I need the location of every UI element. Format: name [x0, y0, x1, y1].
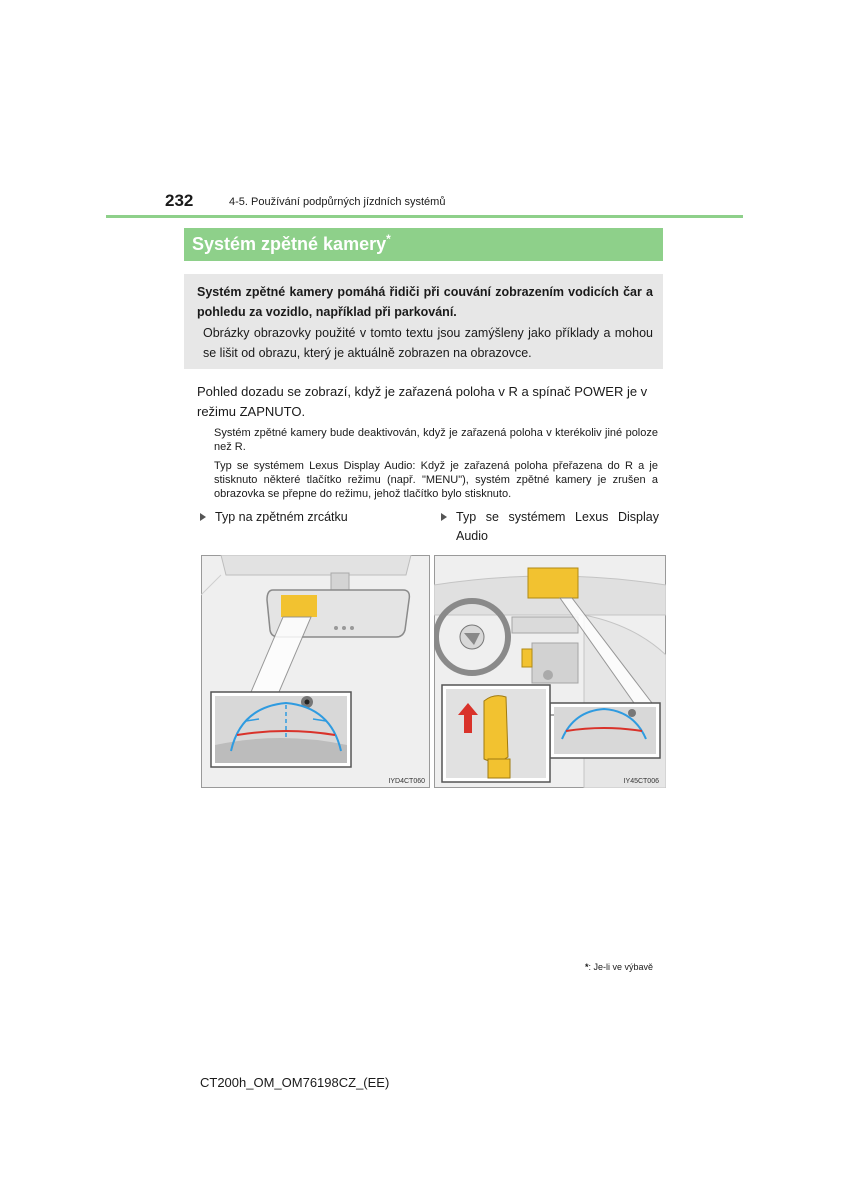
figure-code-right: IY45CT006 [623, 778, 659, 785]
bullet-mirror-label: Typ na zpětném zrcátku [215, 510, 348, 524]
triangle-bullet-icon [200, 513, 206, 521]
mirror-camera-illustration [201, 555, 430, 788]
equipment-asterisk: * [386, 232, 391, 246]
figure-mirror-camera [201, 555, 430, 788]
intro-note: Obrázky obrazovky použité v tomto textu jsou zamýšleny jako příklady a mohou se lišit od obrazu, který je aktuálně zobrazen na obrazovce. [203, 326, 653, 360]
header-rule [106, 215, 743, 218]
note-display-audio: Typ se systémem Lexus Display Audio: Když je zařazená poloha přeřazena do R a je stisknuto některé tlačítko režimu (např. "MENU"), systém zpětné kamery je zrušen a obrazovka se přepne do režimu, jehož tlačítko bylo stisknuto. [214, 460, 658, 500]
mirror-display-highlight [281, 595, 317, 617]
footer-manual-code: CT200h_OM_OM76198CZ_(EE) [200, 1075, 390, 1090]
dashboard-illustration [434, 555, 666, 788]
triangle-bullet-icon [441, 513, 447, 521]
bullet-display-audio-type [441, 508, 659, 546]
intro-box [184, 274, 663, 369]
section-title [192, 232, 391, 255]
bullet-display-audio-label: Typ se systémem Lexus Display Audio [456, 510, 659, 543]
intro-summary: Systém zpětné kamery pomáhá řidiči při couvání zobrazením vodicích čar a pohledu za vozidlo, například při parkování. [197, 285, 653, 319]
figure-code-left: IYD4CT060 [388, 778, 425, 785]
section-breadcrumb: 4-5. Používání podpůrných jízdních systémů [229, 196, 446, 208]
footnote-asterisk: * [585, 962, 589, 972]
page-number: 232 [165, 191, 194, 210]
note-deactivation: Systém zpětné kamery bude deaktivován, když je zařazená poloha v kterékoliv jiné poloze než R. [214, 427, 658, 453]
display-screen-highlight [528, 568, 578, 598]
footnote-text: : Je-li ve výbavě [588, 962, 654, 972]
bullet-mirror-type [200, 508, 415, 527]
section-title-bar [184, 228, 663, 261]
figure-display-audio [434, 555, 666, 788]
main-paragraph: Pohled dozadu se zobrazí, když je zařazená poloha v R a spínač POWER je v režimu ZAPNUTO. [197, 384, 648, 419]
footnote [585, 962, 653, 972]
section-title-text: Systém zpětné kamery [192, 234, 387, 254]
